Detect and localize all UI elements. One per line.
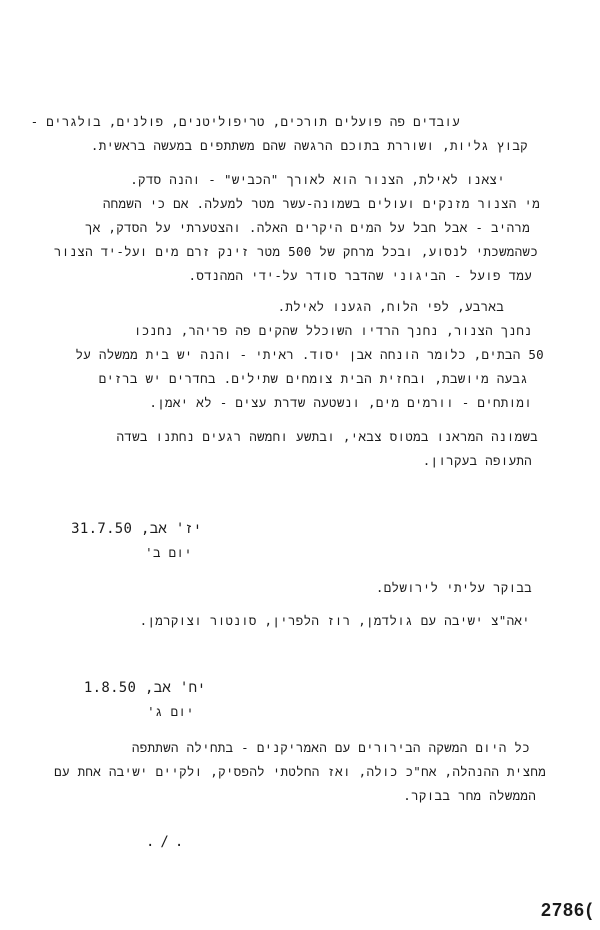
- entry-day: יום ג': [147, 704, 194, 719]
- text-line: מרהיב - אבל חבל על המים היקרים האלה. והצטערתי על הסדק, אך: [84, 220, 530, 235]
- text-line: נחנך הצנור, נחנך הרדיו השוכלל שהקים פה פריהר, נחנכו: [133, 323, 532, 338]
- text-line: 50 הבתים, כלומר הונחה אבן יסוד. ראיתי - והנה יש בית ממשלה על: [75, 347, 544, 362]
- text-line: עמד פועל - הביגוני שהדבר סודר על-ידי המהנדס.: [188, 268, 532, 283]
- text-line: כשהמשכתי לנסוע, ובכל מרחק של 500 מטר זינק זרם מים ועל-יד הצנור: [53, 244, 538, 259]
- text-line: ומותחים - וורמים מים, ונשטעה שדרת עצים - לא יאמן.: [149, 395, 532, 410]
- text-line: הממשלה מחר בבוקר.: [403, 788, 536, 803]
- text-line: מחצית ההנהלה, אח"כ כולה, ואז החלטתי להפסיק, ולקיים ישיבה אחת עם: [54, 764, 546, 779]
- text-line: מי הצנור מזנקים ועולים בשמונה-עשר מטר למעלה. אם כי השמחה: [102, 196, 540, 211]
- text-line: עובדים פה פועלים תורכים, טריפוליטנים, פולנים, בולגרים -: [30, 114, 460, 129]
- page-number: 2786: [541, 900, 586, 920]
- text-line: גבעה מיושבת, ובחזית הבית צומחים שתילים. בחדרים יש ברזים: [98, 371, 528, 386]
- entry-day: יום ב': [145, 545, 192, 560]
- page-mark: (: [586, 900, 593, 920]
- text-line: כל היום המשקה הבירורים עם האמריקנים - בתחילה השתתפה: [131, 740, 530, 755]
- text-line: בבוקר עליתי לירושלם.: [375, 580, 532, 595]
- text-line: התעופה בעקרון.: [422, 453, 532, 468]
- entry-date: יז' אב, 31.7.50: [71, 521, 202, 537]
- text-line: יאה"צ ישיבה עם גולדמן, רוז הלפרין, סונטור וצוקרמן.: [139, 613, 530, 628]
- text-line: בשמונה המראנו במטוס צבאי, ובתשע וחמשה רגעים נחתנו בשדה: [116, 429, 538, 444]
- text-line: קבוץ גליות, ושוררת בתוכם הרגשה שהם משתתפים במעשה בראשית.: [90, 138, 528, 153]
- entry-date: יח' אב, 1.8.50: [83, 680, 206, 696]
- text-line: בארבע, לפי הלוח, הגענו לאילת.: [277, 299, 504, 314]
- closing-mark: ./.: [146, 834, 190, 850]
- text-line: יצאנו לאילת, הצנור הוא לאורך "הכביש" - והנה סדק.: [130, 172, 505, 187]
